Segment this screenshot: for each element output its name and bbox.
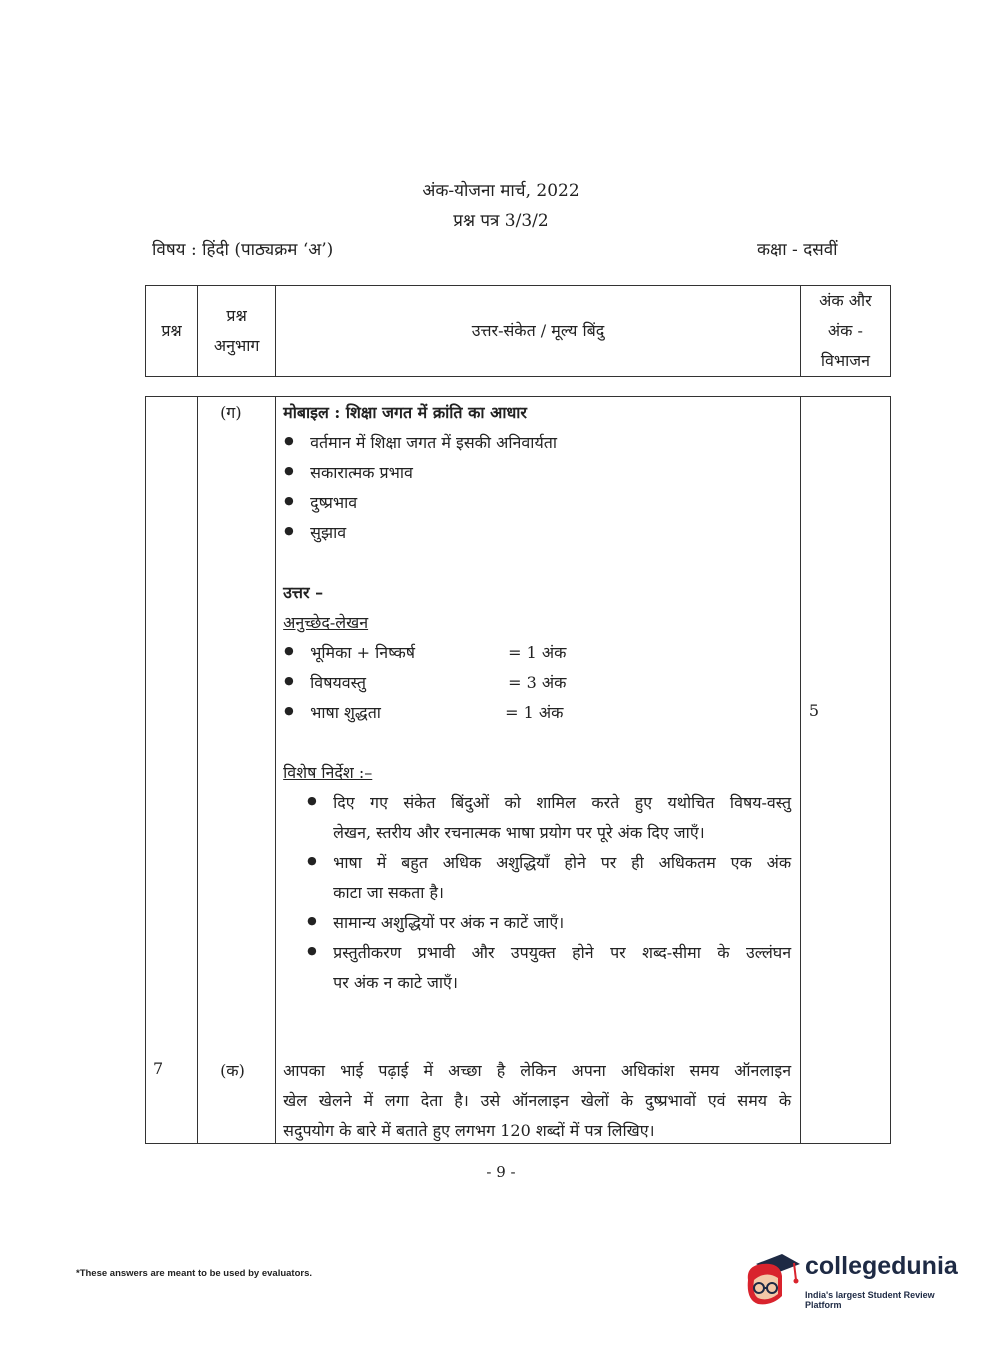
question-number-cell	[146, 397, 198, 1144]
total-marks: 5	[808, 701, 820, 720]
special-instructions-label: विशेष निर्देश :–	[283, 763, 373, 782]
point-2: ● सकारात्मक प्रभाव	[310, 461, 413, 483]
col-marks-line3: विभाजन	[820, 351, 871, 370]
instruction-2-line1: ● भाषा में बहुत अधिक अशुद्धियाँ होने पर ही अधिकतम एक अंक	[333, 851, 791, 873]
point-4: ● सुझाव	[310, 521, 346, 543]
mascot-icon	[742, 1250, 802, 1314]
question-7-line1: आपका भाई पढ़ाई में अच्छा है लेकिन अपना अधिकांश समय ऑनलाइन	[283, 1061, 792, 1080]
section-k: (क)	[220, 1061, 245, 1080]
instruction-2-line2: काटा जा सकता है।	[333, 883, 444, 902]
answer-label: उत्तर –	[283, 583, 324, 602]
instruction-4-line1: ● प्रस्तुतीकरण प्रभावी और उपयुक्त होने पर शब्द-सीमा के उल्लंघन	[333, 941, 791, 963]
marking-value-3: = 1 अंक	[505, 703, 564, 722]
instruction-1-line1: ● दिए गए संकेत बिंदुओं को शामिल करते हुए यथोचित विषय-वस्तु	[333, 791, 791, 813]
marks-cell	[800, 397, 890, 1144]
instruction-4-line2: पर अंक न काटे जाएँ।	[333, 973, 458, 992]
marking-table	[145, 396, 891, 1144]
question-number: 7	[153, 1059, 164, 1078]
document-title: अंक-योजना मार्च, 2022	[422, 181, 580, 201]
question-7-line3: सदुपयोग के बारे में बताते हुए लगभग 120 शब्दों में पत्र लिखिए।	[283, 1121, 655, 1140]
col-answer-hints: उत्तर-संकेत / मूल्य बिंदु	[276, 286, 801, 377]
section-g: (ग)	[220, 403, 242, 422]
col-section	[198, 286, 276, 377]
page-number: - 9 -	[486, 1163, 516, 1181]
table-header	[145, 285, 891, 377]
answer-type: अनुच्छेद-लेखन	[283, 613, 369, 632]
brand-tagline: India's largest Student Review Platform	[805, 1290, 935, 1310]
marking-value-2: = 3 अंक	[508, 673, 567, 692]
col-marks	[800, 286, 890, 377]
marking-item-2: ● विषयवस्तु	[310, 671, 366, 693]
col-marks-line1: अंक और	[819, 291, 872, 310]
brand-name: collegedunia	[805, 1252, 958, 1280]
paper-code: प्रश्न पत्र 3/3/2	[453, 211, 549, 231]
point-3: ● दुष्प्रभाव	[310, 491, 357, 513]
marking-item-1: ● भूमिका + निष्कर्ष	[310, 641, 415, 663]
class-label: कक्षा - दसवीं	[757, 240, 838, 260]
instruction-3: ● सामान्य अशुद्धियों पर अंक न काटें जाएँ।	[333, 911, 564, 933]
subject-label: विषय : हिंदी (पाठ्यक्रम ‘अ’)	[152, 240, 334, 260]
question-7-line2: खेल खेलने में लगा देता है। उसे ऑनलाइन खेलों के दुष्प्रभावों एवं समय के	[283, 1091, 792, 1110]
section-cell	[198, 397, 276, 1144]
col-section-line1: प्रश्न	[226, 306, 247, 325]
col-section-line2: अनुभाग	[213, 336, 260, 355]
collegedunia-logo	[742, 1250, 972, 1320]
evaluator-note: *These answers are meant to be used by evaluators.	[76, 1268, 313, 1279]
marking-item-3: ● भाषा शुद्धता	[310, 701, 381, 723]
col-question: प्रश्न	[146, 286, 198, 377]
instruction-1-line2: लेखन, स्तरीय और रचनात्मक भाषा प्रयोग पर पूरे अंक दिए जाएँ।	[333, 823, 705, 842]
point-1: ● वर्तमान में शिक्षा जगत में इसकी अनिवार्यता	[310, 431, 557, 453]
answer-cell	[276, 397, 801, 1144]
topic-heading: मोबाइल : शिक्षा जगत में क्रांति का आधार	[283, 403, 527, 422]
col-marks-line2: अंक -	[827, 321, 863, 340]
marking-value-1: = 1 अंक	[508, 643, 567, 662]
